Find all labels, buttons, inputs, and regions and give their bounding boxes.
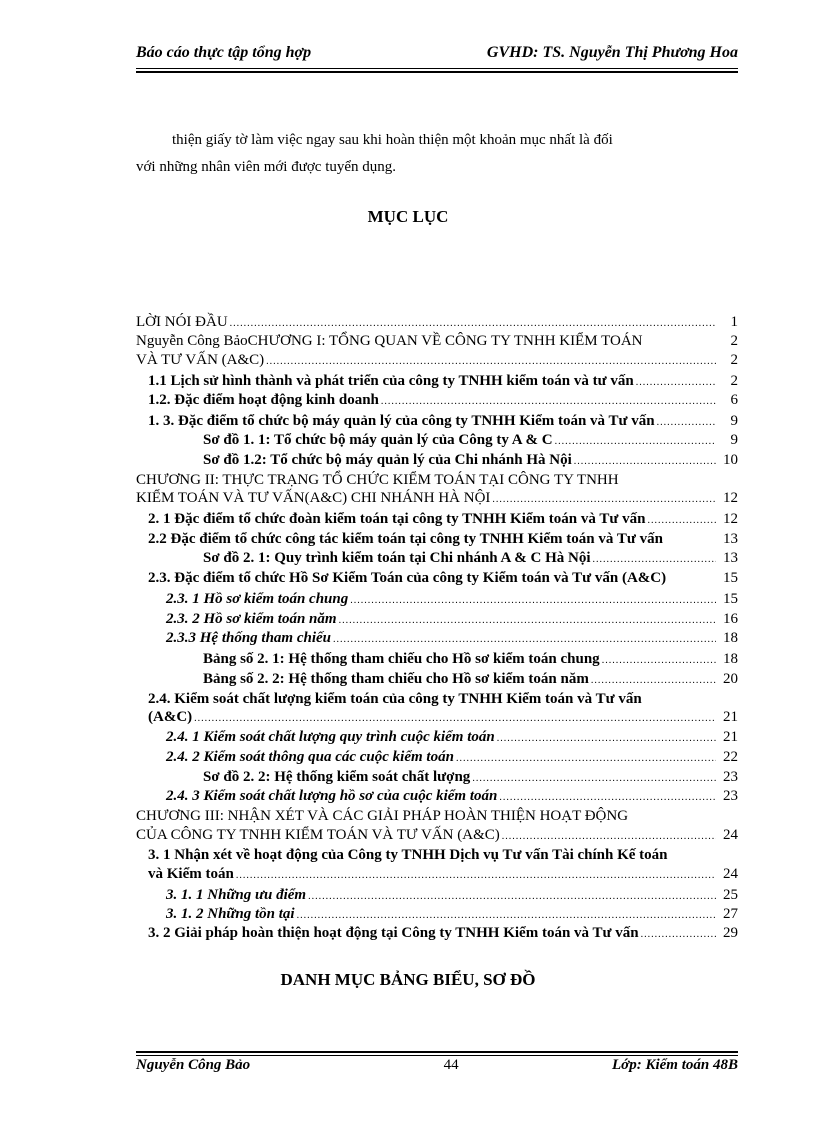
toc-leader-dots <box>350 595 716 606</box>
toc-entry-text: 2.4. 1 Kiểm soát chất lượng quy trình cuộc kiểm toán <box>166 729 495 745</box>
body-line-1: thiện giấy tờ làm việc ngay sau khi hoàn thiện một khoản mục nhất là đối <box>172 132 613 148</box>
toc-entry-page: 15 <box>723 591 738 607</box>
toc-leader-dots <box>593 554 716 565</box>
toc-entry-page: 2 <box>730 333 738 349</box>
toc-entry-text: 3. 1. 2 Những tồn tại <box>166 906 295 922</box>
toc-entry-page: 24 <box>723 866 738 882</box>
toc-entry[interactable] <box>136 808 738 827</box>
toc-entry-text: 1.1 Lịch sử hình thành và phát triển của công ty TNHH kiểm toán và tư vấn <box>148 373 634 389</box>
toc-entry[interactable] <box>136 691 738 710</box>
toc-entry-text: 1.2. Đặc điểm hoạt động kinh doanh <box>148 392 379 408</box>
toc-entry-text: KIỂM TOÁN VÀ TƯ VẤN(A&C) CHI NHÁNH HÀ NỘI <box>136 490 491 506</box>
toc-entry[interactable] <box>136 314 738 333</box>
toc-leader-dots <box>602 655 716 666</box>
toc-entry-page: 10 <box>723 452 738 468</box>
toc-entry[interactable] <box>136 392 738 411</box>
toc-leader-dots <box>647 515 716 526</box>
toc-entry-text: Sơ đồ 2. 1: Quy trình kiểm toán tại Chi nhánh A & C Hà Nội <box>203 550 591 566</box>
toc-entry-text: LỜI NÓI ĐẦU <box>136 314 228 330</box>
toc-entry-page: 21 <box>723 709 738 725</box>
toc-entry-text: Sơ đồ 1.2: Tổ chức bộ máy quản lý của Chi nhánh Hà Nội <box>203 452 572 468</box>
toc-entry-text: 3. 1. 1 Những ưu điểm <box>166 887 307 903</box>
toc-entry-page: 21 <box>723 729 738 745</box>
toc-entry-page: 12 <box>723 490 738 506</box>
toc-title: MỤC LỤC <box>367 207 449 226</box>
footer-class: Lớp: Kiểm toán 48B <box>612 1057 738 1073</box>
toc-entry-page: 2 <box>730 373 738 389</box>
toc-leader-dots <box>333 634 716 645</box>
toc-leader-dots <box>266 356 716 367</box>
toc-entry-text: VÀ TƯ VẤN (A&C) <box>136 352 265 368</box>
toc-entry-page: 23 <box>723 788 738 804</box>
toc-entry-text: 2.4. 2 Kiểm soát thông qua các cuộc kiểm toán <box>166 749 454 765</box>
toc-entry[interactable] <box>136 651 738 670</box>
header-rule <box>136 68 738 69</box>
toc-entry-page: 23 <box>723 769 738 785</box>
toc-entry[interactable] <box>136 352 738 371</box>
toc-entry-text: 2.3. Đặc điểm tổ chức Hồ Sơ Kiểm Toán của công ty Kiểm toán và Tư vấn (A&C) <box>148 570 667 586</box>
toc-entry-page: 9 <box>730 432 738 448</box>
toc-entry-text: 2.3. 1 Hồ sơ kiểm toán chung <box>166 591 349 607</box>
toc-entry-page: 20 <box>723 671 738 687</box>
toc-entry-text: CHƯƠNG II: THỰC TRẠNG TỔ CHỨC KIỂM TOÁN TẠI CÔNG TY TNHH <box>136 472 619 488</box>
toc-leader-dots <box>230 318 716 329</box>
toc-entry[interactable] <box>136 432 738 451</box>
toc-entry-page: 13 <box>723 531 738 547</box>
toc-entry-text: 2.2 Đặc điểm tổ chức công tác kiểm toán tại công ty TNHH Kiểm toán và Tư vấn <box>148 531 663 547</box>
toc-entry-page: 15 <box>723 570 738 586</box>
toc-entry-page: 29 <box>723 925 738 941</box>
header-title: Báo cáo thực tập tổng hợp <box>136 44 312 61</box>
toc-entry[interactable] <box>136 887 738 906</box>
toc-entry-text: 2. 1 Đặc điểm tổ chức đoàn kiểm toán tại công ty TNHH Kiểm toán và Tư vấn <box>148 511 646 527</box>
toc-entry[interactable] <box>136 333 738 352</box>
toc-leader-dots <box>499 792 716 803</box>
footer-author: Nguyễn Công Bảo <box>136 1057 251 1073</box>
toc-entry[interactable] <box>136 788 738 807</box>
footer-rule-thick <box>136 1051 738 1053</box>
toc-entry[interactable] <box>136 490 738 509</box>
toc-entry-page: 24 <box>723 827 738 843</box>
toc-leader-dots <box>657 417 716 428</box>
toc-entry-text: (A&C) <box>148 709 193 725</box>
toc-leader-dots <box>574 456 716 467</box>
toc-entry[interactable] <box>136 749 738 768</box>
toc-entry-page: 18 <box>723 630 738 646</box>
footer-rule <box>136 1055 738 1056</box>
toc-leader-dots <box>591 675 716 686</box>
toc-entry-text: Nguyễn Công BảoCHƯƠNG I: TỔNG QUAN VỀ CÔNG TY TNHH KIỂM TOÁN <box>136 333 643 349</box>
toc-entry[interactable] <box>136 671 738 690</box>
footer-page-number: 44 <box>443 1057 459 1073</box>
toc-entry-page: 9 <box>730 413 738 429</box>
page-footer <box>136 1057 738 1074</box>
toc-entry-text: 1. 3. Đặc điểm tổ chức bộ máy quản lý của công ty TNHH Kiểm toán và Tư vấn <box>148 413 655 429</box>
toc-entry-page: 27 <box>723 906 738 922</box>
toc-leader-dots <box>236 870 716 881</box>
toc-entry-page: 1 <box>730 314 738 330</box>
toc-leader-dots <box>636 377 716 388</box>
toc-entry[interactable] <box>136 611 738 630</box>
toc-entry[interactable] <box>136 630 738 649</box>
toc-leader-dots <box>492 494 716 505</box>
toc-entry-text: 2.3. 2 Hồ sơ kiểm toán năm <box>166 611 337 627</box>
toc-entry[interactable] <box>136 827 738 846</box>
toc-entry-text: 2.4. 3 Kiểm soát chất lượng hồ sơ của cuộc kiểm toán <box>166 788 498 804</box>
toc-entry[interactable] <box>136 591 738 610</box>
toc-leader-dots <box>502 831 716 842</box>
toc-entry[interactable] <box>136 531 738 550</box>
toc-entry-text: 2.4. Kiểm soát chất lượng kiểm toán của công ty TNHH Kiểm toán và Tư vấn <box>148 691 642 707</box>
toc-entry-text: CỦA CÔNG TY TNHH KIỂM TOÁN VÀ TƯ VẤN (A&C) <box>136 827 500 843</box>
toc-entry[interactable] <box>136 373 738 392</box>
toc-leader-dots <box>555 436 716 447</box>
toc-entry[interactable] <box>136 472 738 491</box>
body-line-2: với những nhân viên mới được tuyển dụng. <box>136 159 397 175</box>
toc-entry-text: 3. 1 Nhận xét về hoạt động của Công ty TNHH Dịch vụ Tư vấn Tài chính Kế toán <box>148 847 668 863</box>
toc-leader-dots <box>339 615 716 626</box>
toc-entry-text: Sơ đồ 2. 2: Hệ thống kiểm soát chất lượng <box>203 769 471 785</box>
toc-entry-text: CHƯƠNG III: NHẬN XÉT VÀ CÁC GIẢI PHÁP HOÀN THIỆN HOẠT ĐỘNG <box>136 808 629 824</box>
toc-entry-text: Sơ đồ 1. 1: Tổ chức bộ máy quản lý của Công ty A & C <box>203 432 553 448</box>
toc-entry-text: 3. 2 Giải pháp hoàn thiện hoạt động tại Công ty TNHH Kiểm toán và Tư vấn <box>148 925 639 941</box>
toc-entry-page: 16 <box>723 611 738 627</box>
toc-entry-page: 22 <box>723 749 738 765</box>
toc-entry-text: 2.3.3 Hệ thống tham chiếu <box>166 630 332 646</box>
toc-entry[interactable] <box>136 729 738 748</box>
toc-entry[interactable] <box>136 847 738 866</box>
toc-entry[interactable] <box>136 709 738 728</box>
toc-entry[interactable] <box>136 906 738 925</box>
toc-entry-page: 25 <box>723 887 738 903</box>
header-supervisor: GVHD: TS. Nguyễn Thị Phương Hoa <box>486 44 738 61</box>
toc-leader-dots <box>472 773 716 784</box>
toc-entry[interactable] <box>136 925 738 944</box>
toc-entry[interactable] <box>136 511 738 530</box>
toc-entry[interactable] <box>136 570 738 589</box>
toc-entry[interactable] <box>136 550 738 569</box>
toc-entry-page: 18 <box>723 651 738 667</box>
toc-entry[interactable] <box>136 452 738 471</box>
toc-entry-page: 2 <box>730 352 738 368</box>
toc-leader-dots <box>497 733 716 744</box>
toc-entry[interactable] <box>136 413 738 432</box>
toc-leader-dots <box>641 929 716 940</box>
toc-entry[interactable] <box>136 769 738 788</box>
toc-leader-dots <box>308 891 716 902</box>
toc-leader-dots <box>456 753 716 764</box>
list-of-figures-title: DANH MỤC BẢNG BIỂU, SƠ ĐỒ <box>280 970 536 989</box>
toc-leader-dots <box>297 910 716 921</box>
header-rule-thick <box>136 71 738 73</box>
toc-entry-text: và Kiểm toán <box>148 866 234 882</box>
toc-entry-text: Bảng số 2. 1: Hệ thống tham chiếu cho Hồ sơ kiểm toán chung <box>203 651 600 667</box>
toc-entry-page: 13 <box>723 550 738 566</box>
toc-leader-dots <box>381 396 716 407</box>
toc-entry[interactable] <box>136 866 738 885</box>
toc-entry-page: 6 <box>730 392 738 408</box>
toc-entry-page: 12 <box>723 511 738 527</box>
page-header <box>136 44 738 62</box>
toc-entry-text: Bảng số 2. 2: Hệ thống tham chiếu cho Hồ sơ kiểm toán năm <box>203 671 589 687</box>
toc-leader-dots <box>194 713 716 724</box>
